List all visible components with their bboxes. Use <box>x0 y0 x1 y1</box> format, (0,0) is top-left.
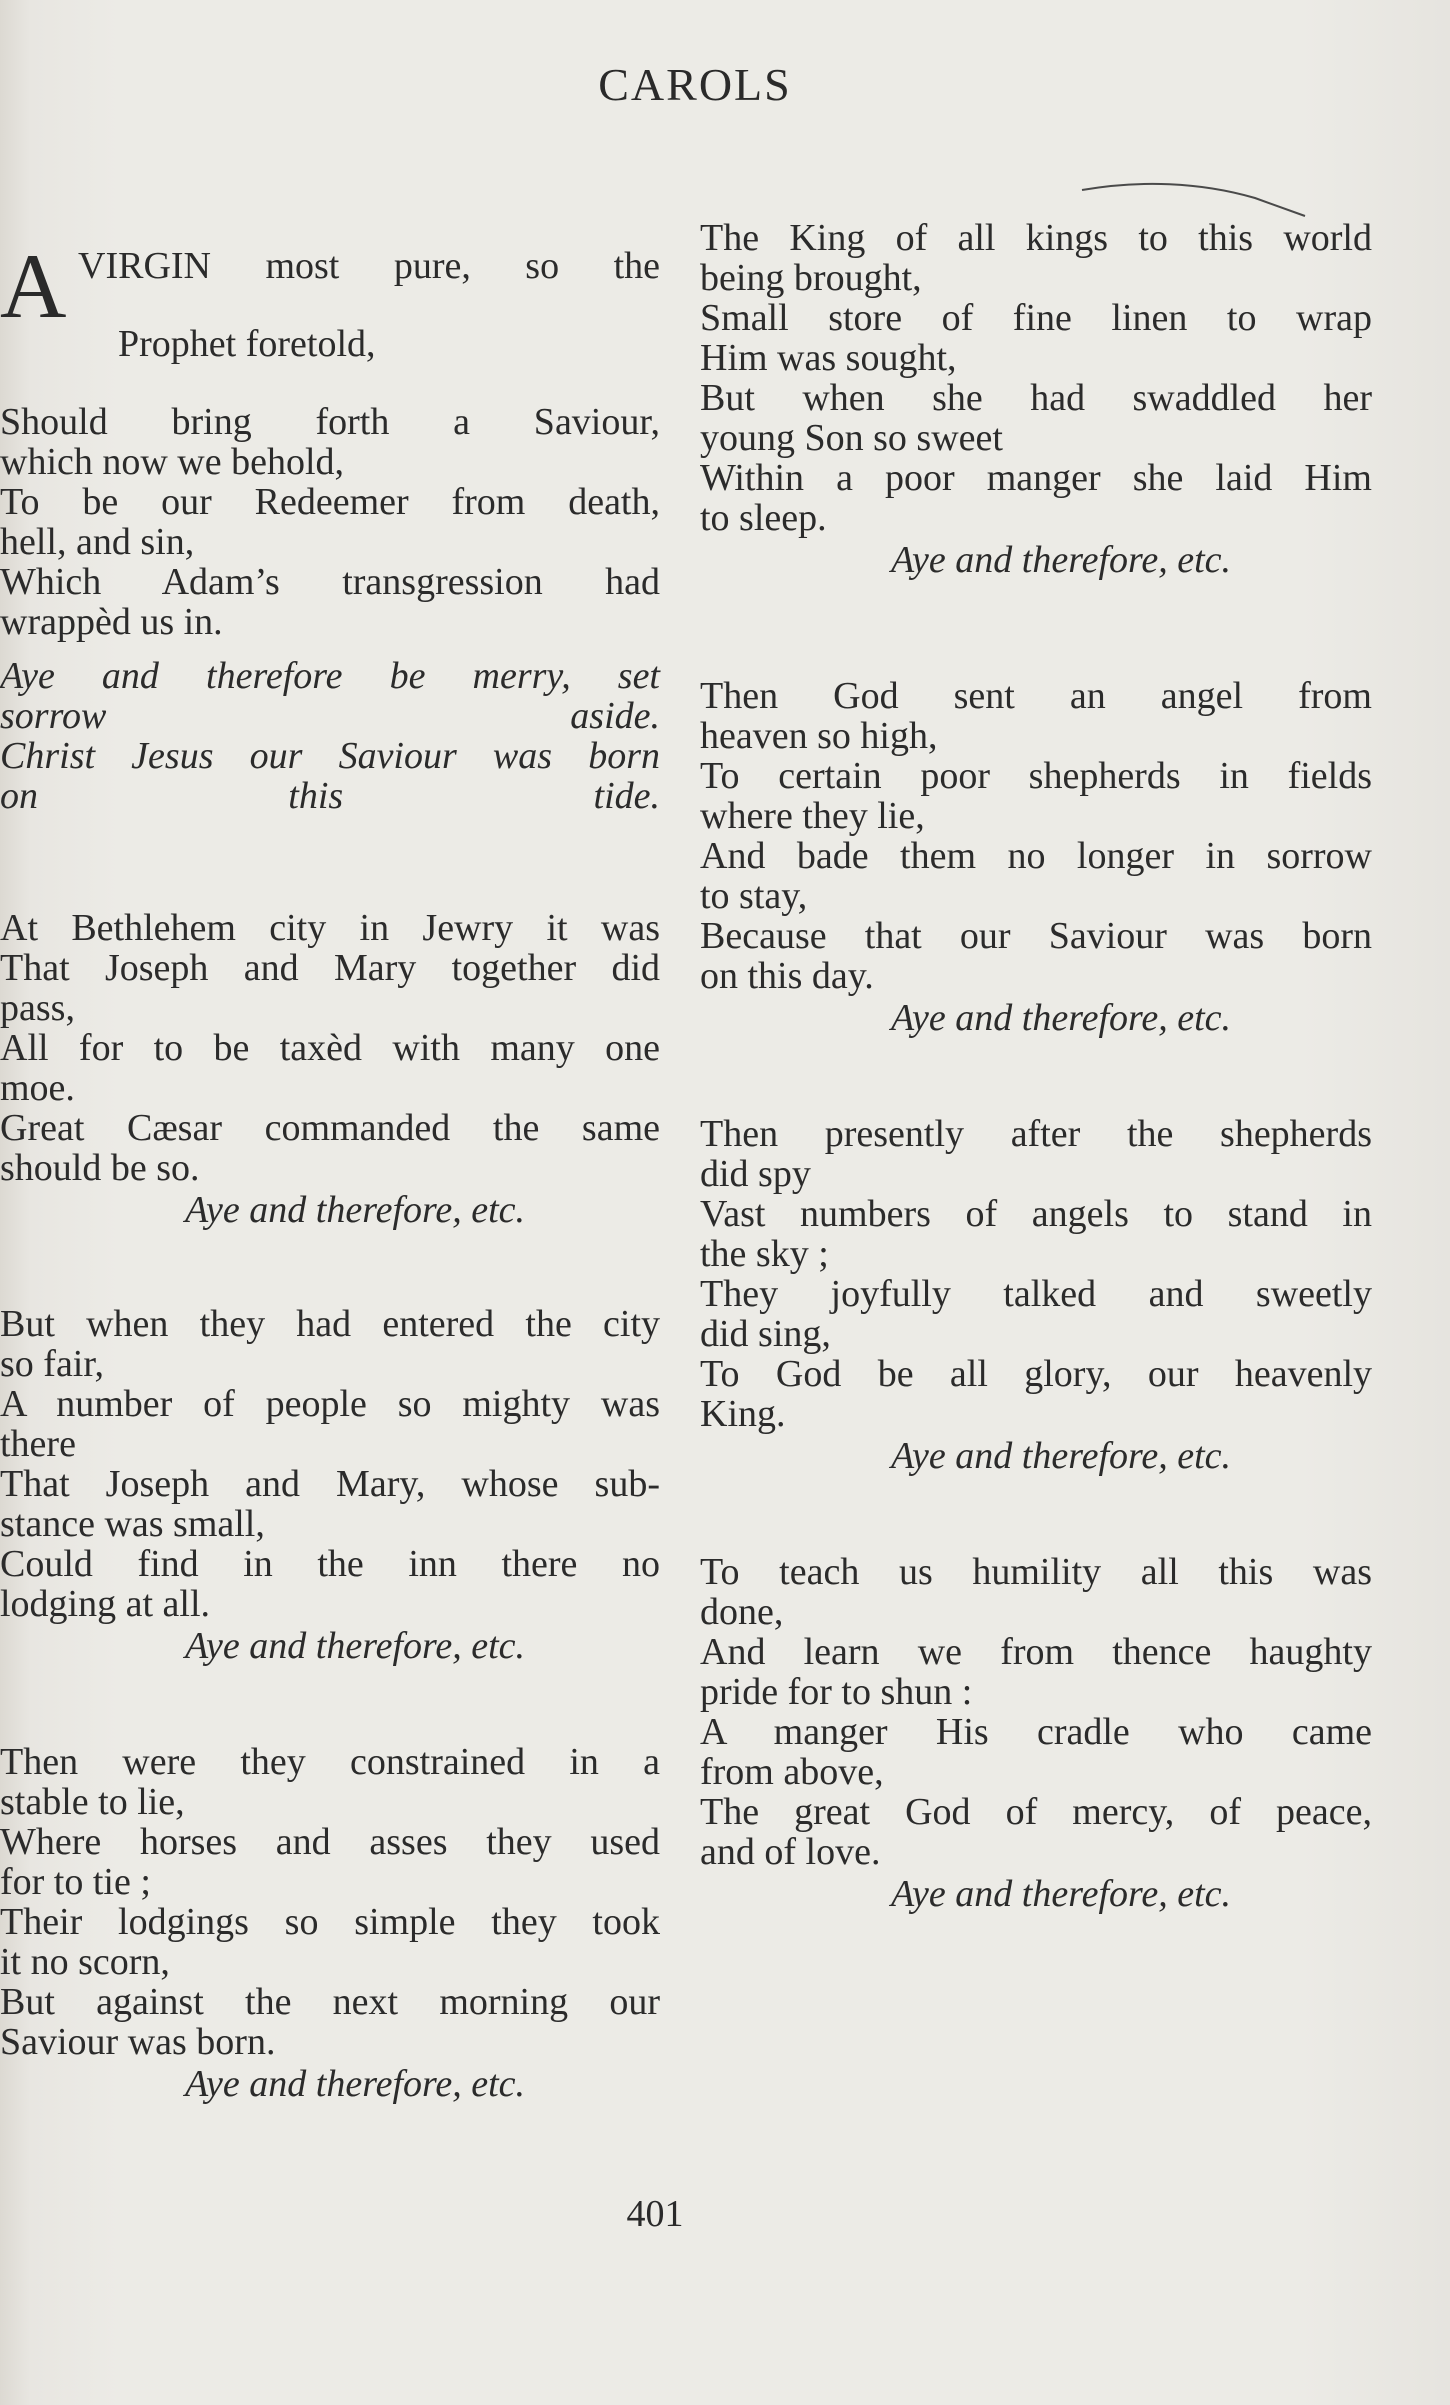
stanza-3 <box>0 1304 660 1666</box>
stanza-4 <box>0 1742 660 2104</box>
stanza-7 <box>700 1114 1372 1476</box>
verse-line: on this day. <box>700 955 874 997</box>
refrain: Aye and therefore, etc. <box>184 1625 526 1667</box>
verse-line: Him was sought, <box>700 337 957 379</box>
verse-line: Saviour was born. <box>0 2021 276 2063</box>
verse-line: To certain poor shepherds in fields <box>700 755 1372 797</box>
refrain: Aye and therefore, etc. <box>890 539 1232 581</box>
stanza-8 <box>700 1552 1372 1914</box>
refrain: Aye and therefore, etc. <box>184 1189 526 1231</box>
running-head: CAROLS <box>598 59 792 110</box>
verse-line: pride for to shun : <box>700 1671 973 1713</box>
verse-line: And bade them no longer in sorrow <box>700 835 1372 877</box>
verse-line: King. <box>700 1393 786 1435</box>
verse-line: young Son so sweet <box>700 417 1003 459</box>
verse-line: being brought, <box>700 257 922 299</box>
verse-line: the sky ; <box>700 1233 829 1275</box>
verse-line: for to tie ; <box>0 1861 151 1903</box>
verse-line: A number of people so mighty was <box>0 1383 660 1425</box>
verse-line: Could find in the inn there no <box>0 1543 660 1585</box>
verse-line: moe. <box>0 1067 75 1109</box>
verse-line: VIRGIN most pure, so the <box>78 245 660 287</box>
chorus <box>0 656 660 816</box>
chorus-line: Aye and therefore be merry, set <box>0 655 660 697</box>
verse-line: That Joseph and Mary together did <box>0 947 660 989</box>
verse-line: But when they had entered the city <box>0 1303 660 1345</box>
verse-line: Because that our Saviour was born <box>700 915 1372 957</box>
verse-line: To teach us humility all this was <box>700 1551 1372 1593</box>
verse-line: did spy <box>700 1153 811 1195</box>
stanza-2 <box>0 908 660 1230</box>
verse-line: Prophet foretold, <box>118 323 376 365</box>
page-number: 401 <box>626 2193 684 2235</box>
stanza-5 <box>700 218 1372 580</box>
verse-line: All for to be taxèd with many one <box>0 1027 660 1069</box>
refrain: Aye and therefore, etc. <box>890 1873 1232 1915</box>
verse-line: Then God sent an angel from <box>700 675 1372 717</box>
verse-line: Where horses and asses they used <box>0 1821 660 1863</box>
verse-line: there <box>0 1423 76 1465</box>
verse-line: The great God of mercy, of peace, <box>700 1791 1372 1833</box>
verse-line: Then presently after the shepherds <box>700 1113 1372 1155</box>
left-column <box>0 208 660 2104</box>
verse-line: should be so. <box>0 1147 200 1189</box>
verse-line: hell, and sin, <box>0 521 195 563</box>
verse-line: Which Adam’s transgression had <box>0 561 660 603</box>
verse-line: from above, <box>700 1751 884 1793</box>
verse-line: it no scorn, <box>0 1941 170 1983</box>
verse-line: And learn we from thence haughty <box>700 1631 1372 1673</box>
verse-line: Small store of fine linen to wrap <box>700 297 1372 339</box>
verse-line: stable to lie, <box>0 1781 185 1823</box>
verse-line: did sing, <box>700 1313 831 1355</box>
chorus-line: on this tide. <box>0 775 660 817</box>
chorus-line: sorrow aside. <box>0 695 660 737</box>
verse-line: That Joseph and Mary, whose sub- <box>0 1463 660 1505</box>
verse-line: A manger His cradle who came <box>700 1711 1372 1753</box>
verse-line: Their lodgings so simple they took <box>0 1901 660 1943</box>
verse-line: pass, <box>0 987 75 1029</box>
stanza-6 <box>700 676 1372 1038</box>
verse-line: But when she had swaddled her <box>700 377 1372 419</box>
verse-line: Within a poor manger she laid Him <box>700 457 1372 499</box>
verse-line: lodging at all. <box>0 1583 211 1625</box>
verse-line: where they lie, <box>700 795 925 837</box>
verse-line: stance was small, <box>0 1503 265 1545</box>
verse-line: To be our Redeemer from death, <box>0 481 660 523</box>
verse-line: so fair, <box>0 1343 104 1385</box>
verse-line: wrappèd us in. <box>0 601 223 643</box>
verse-line: They joyfully talked and sweetly <box>700 1273 1372 1315</box>
chorus-line: Christ Jesus our Saviour was born <box>0 735 660 777</box>
refrain: Aye and therefore, etc. <box>890 1435 1232 1477</box>
verse-line: to stay, <box>700 875 808 917</box>
verse-line: But against the next morning our <box>0 1981 660 2023</box>
verse-line: done, <box>700 1591 784 1633</box>
right-column <box>700 218 1372 1914</box>
verse-line: To God be all glory, our heavenly <box>700 1353 1372 1395</box>
verse-line: Great Cæsar commanded the same <box>0 1107 660 1149</box>
verse-line: heaven so high, <box>700 715 938 757</box>
verse-line: and of love. <box>700 1831 881 1873</box>
verse-line: The King of all kings to this world <box>700 217 1372 259</box>
drop-cap: A <box>0 235 67 337</box>
refrain: Aye and therefore, etc. <box>184 2063 526 2105</box>
verse-line: Vast numbers of angels to stand in <box>700 1193 1372 1235</box>
verse-line: which now we behold, <box>0 441 345 483</box>
verse-line: At Bethlehem city in Jewry it was <box>0 907 660 949</box>
verse-line: Should bring forth a Saviour, <box>0 401 660 443</box>
verse-line: to sleep. <box>700 497 827 539</box>
stanza-1 <box>0 235 660 817</box>
refrain: Aye and therefore, etc. <box>890 997 1232 1039</box>
verse-line: Then were they constrained in a <box>0 1741 660 1783</box>
